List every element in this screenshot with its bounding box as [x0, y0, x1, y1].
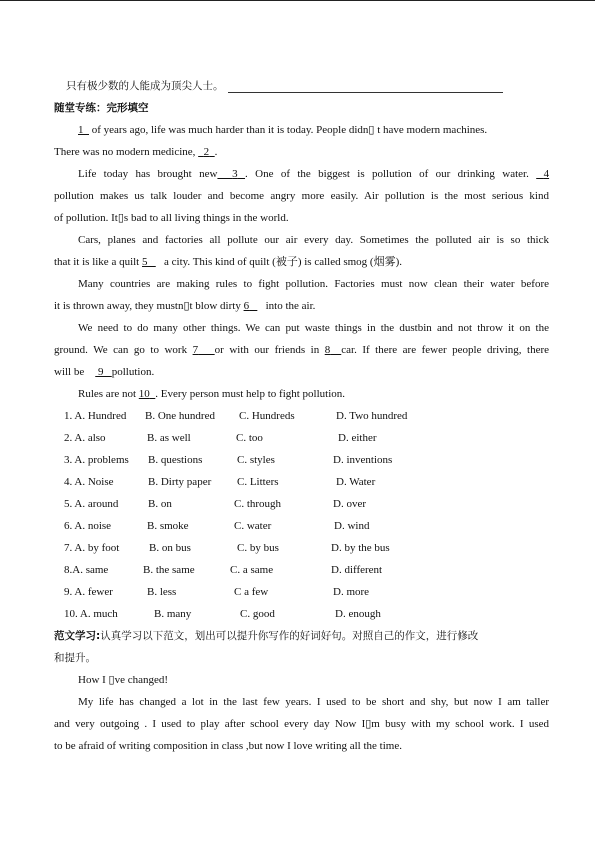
- passage-p1-line2: [54, 145, 549, 159]
- option-2-c: C. too: [236, 432, 263, 444]
- option-3-c: C. styles: [237, 454, 275, 466]
- option-1-a: 1. A. Hundred: [64, 410, 127, 422]
- passage-p3-line2: [54, 255, 549, 269]
- model-line3: to be afraid of writing composition in class ,but now I love writing all the time.: [54, 740, 402, 752]
- model-line2: and very outgoing . I used to play after school every day Now I▯m busy with my school work. I used: [54, 718, 549, 730]
- answer-line: [228, 82, 503, 93]
- option-4-d: D. Water: [336, 476, 376, 488]
- passage-text: Rules are not: [78, 388, 137, 400]
- option-6-d: D. wind: [334, 520, 370, 532]
- passage-text: or with our friends in: [214, 344, 320, 356]
- option-5-c: C. through: [234, 498, 282, 510]
- blank-7-number: 7: [192, 344, 199, 356]
- model-instruction-line2: 和提升。: [54, 652, 96, 664]
- passage-text: it is thrown away, they mustn▯t blow dirty: [54, 300, 241, 312]
- option-7-d: D. by the bus: [331, 542, 390, 554]
- blank-8: [325, 344, 342, 356]
- passage-text: will be: [54, 366, 85, 378]
- option-1-d: D. Two hundred: [336, 410, 408, 422]
- passage-text: . One of the biggest is pollution of our drinking water.: [245, 168, 529, 180]
- passage-text: .: [214, 146, 218, 158]
- passage-p5-line2: [54, 343, 549, 357]
- passage-text: of years ago, life was much harder than it is today. People didn▯ t have modern machines.: [89, 124, 488, 136]
- blank-5-number: 5: [142, 256, 148, 268]
- blank-3: [217, 168, 245, 180]
- model-heading: 范文学习:: [54, 630, 101, 642]
- model-instruction-line1: [54, 629, 549, 643]
- blank-2-number: 2: [203, 146, 210, 158]
- intro-sentence: 只有极少数的人能成为顶尖人士。: [66, 80, 224, 92]
- passage-p2-line2: pollution makes us talk louder and become angry more easily. Air pollution is the most serious kind: [54, 190, 549, 202]
- option-8-a: 8.A. same: [64, 564, 109, 576]
- blank-4: [536, 168, 549, 180]
- blank-7: [193, 344, 215, 356]
- intro-line: [66, 79, 561, 93]
- blank-2: [198, 146, 215, 158]
- option-4-b: B. Dirty paper: [148, 476, 212, 488]
- blank-10-number: 10: [138, 388, 150, 400]
- model-title: How I ▯ve changed!: [78, 674, 169, 686]
- option-8-d: D. different: [331, 564, 383, 576]
- passage-p3-line1: Cars, planes and factories all pollute our air every day. Sometimes the polluted air is so thick: [78, 234, 549, 246]
- blank-6-number: 6: [243, 300, 250, 312]
- passage-p2-line3: of pollution. It▯s bad to all living things in the world.: [54, 212, 289, 224]
- option-10-b: B. many: [154, 608, 192, 620]
- model-instruction: 认真学习以下范文，划出可以提升你写作的好词好句。对照自己的作文，进行修改: [100, 630, 479, 642]
- blank-6: [244, 300, 258, 312]
- blank-4-number: 4: [543, 168, 550, 180]
- passage-p5-line3: [54, 365, 549, 379]
- passage-p4-line1: Many countries are making rules to fight pollution. Factories must now clean their water before: [78, 278, 549, 290]
- passage-p2-line1: [78, 167, 549, 181]
- passage-text: pollution.: [111, 366, 155, 378]
- option-10-d: D. enough: [335, 608, 381, 620]
- blank-8-number: 8: [324, 344, 331, 356]
- option-7-c: C. by bus: [237, 542, 279, 554]
- option-1-c: C. Hundreds: [239, 410, 295, 422]
- option-7-b: B. on bus: [149, 542, 191, 554]
- blank-10: [139, 388, 156, 400]
- option-3-a: 3. A. problems: [64, 454, 129, 466]
- option-8-b: B. the same: [143, 564, 195, 576]
- passage-p6-line1: [78, 387, 549, 401]
- option-9-b: B. less: [147, 586, 177, 598]
- practice-heading: 随堂专练：完形填空: [54, 102, 149, 114]
- option-2-a: 2. A. also: [64, 432, 106, 444]
- option-4-a: 4. A. Noise: [64, 476, 114, 488]
- option-6-b: B. smoke: [147, 520, 189, 532]
- option-3-d: D. inventions: [333, 454, 393, 466]
- blank-3-number: 3: [232, 168, 238, 180]
- passage-text: Life today has brought new: [78, 168, 218, 180]
- passage-text: There was no modern medicine,: [54, 146, 196, 158]
- option-10-c: C. good: [240, 608, 275, 620]
- blank-5: [142, 256, 156, 268]
- option-2-d: D. either: [338, 432, 377, 444]
- option-10-a: 10. A. much: [64, 608, 118, 620]
- option-7-a: 7. A. by foot: [64, 542, 120, 554]
- option-9-a: 9. A. fewer: [64, 586, 113, 598]
- option-2-b: B. as well: [147, 432, 191, 444]
- option-5-d: D. over: [333, 498, 366, 510]
- option-5-b: B. on: [148, 498, 172, 510]
- option-5-a: 5. A. around: [64, 498, 119, 510]
- option-6-a: 6. A. noise: [64, 520, 112, 532]
- passage-p1-line1: [78, 123, 549, 137]
- option-9-d: D. more: [333, 586, 370, 598]
- model-line1: My life has changed a lot in the last few years. I used to be short and shy, but now I am taller: [78, 696, 549, 708]
- passage-text: ground. We can go to work: [54, 344, 188, 356]
- option-9-c: C a few: [234, 586, 269, 598]
- passage-text: a city. This kind of quilt (被子) is called smog (烟雾).: [164, 256, 402, 268]
- blank-9: [95, 366, 112, 378]
- passage-text: car. If there are fewer people driving, there: [341, 344, 550, 356]
- passage-p4-line2: [54, 299, 549, 313]
- passage-text: . Every person must help to fight pollution.: [155, 388, 346, 400]
- option-8-c: C. a same: [230, 564, 274, 576]
- option-1-b: B. One hundred: [145, 410, 215, 422]
- option-3-b: B. questions: [148, 454, 203, 466]
- blank-1: 1: [78, 124, 84, 136]
- blank-9-number: 9: [98, 366, 104, 378]
- passage-text: into the air.: [265, 300, 316, 312]
- option-6-c: C. water: [234, 520, 272, 532]
- top-rule: [0, 0, 595, 1]
- passage-text: that it is like a quilt: [54, 256, 140, 268]
- passage-p5-line1: We need to do many other things. We can put waste things in the dustbin and not throw it on the: [78, 322, 549, 334]
- option-4-c: C. Litters: [237, 476, 279, 488]
